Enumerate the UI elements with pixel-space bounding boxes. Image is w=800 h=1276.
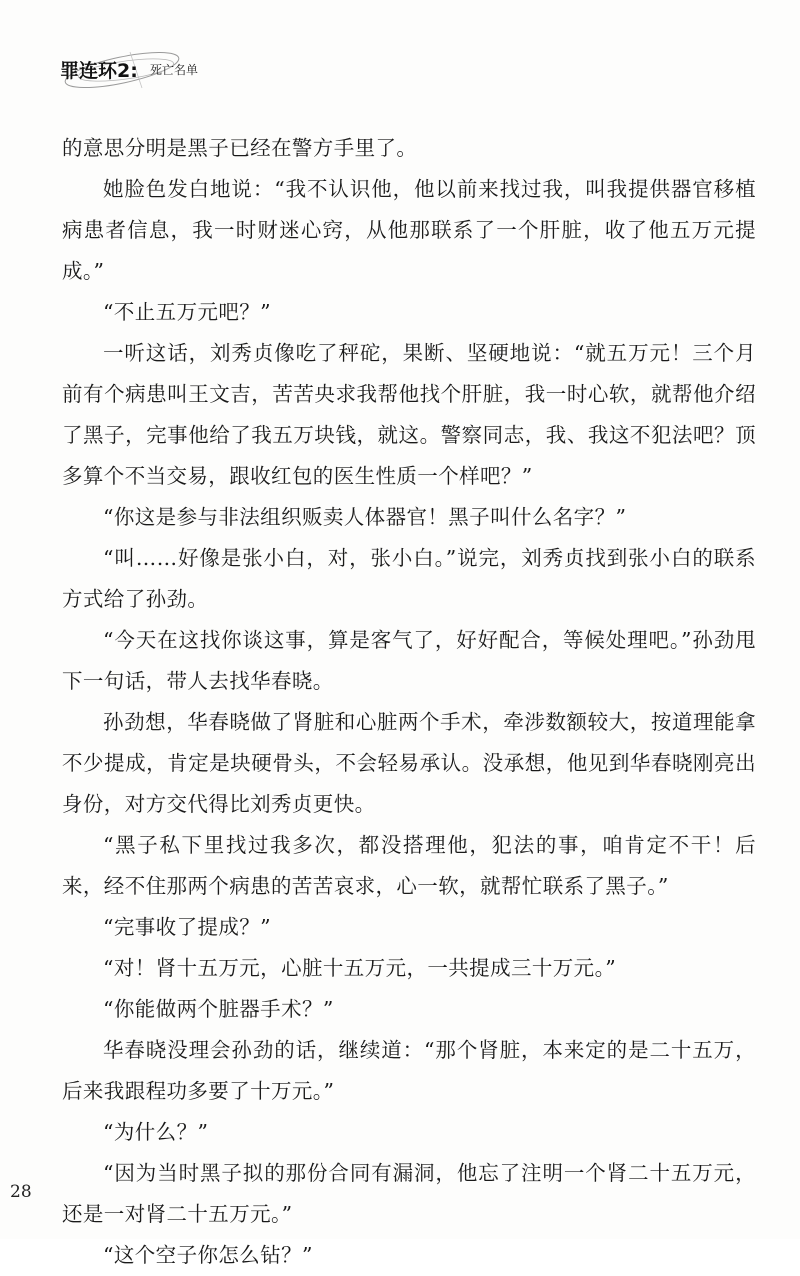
paragraph: “黑子私下里找过我多次，都没搭理他，犯法的事，咱肯定不干！后来，经不住那两个病患的苦苦哀求，心一软，就帮忙联系了黑子。” [62, 833, 756, 898]
paragraph: 孙劲想，华春晓做了肾脏和心脏两个手术，牵涉数额较大，按道理能拿不少提成，肯定是块硬骨头，不会轻易承认。没承想，他见到华春晓刚亮出身份，对方交代得比刘秀贞更快。 [62, 710, 756, 816]
series-title: 罪连环2: [60, 60, 138, 82]
paragraph: “叫……好像是张小白，对，张小白。”说完，刘秀贞找到张小白的联系方式给了孙劲。 [62, 546, 756, 611]
page-number: 28 [10, 1182, 32, 1202]
body-text [62, 128, 756, 1276]
paragraph: 一听这话，刘秀贞像吃了秤砣，果断、坚硬地说：“就五万元！三个月前有个病患叫王文吉，苦苦央求我帮他找个肝脏，我一时心软，就帮他介绍了黑子，完事他给了我五万块钱，就这。警察同志，我、我这不犯法吧？顶多算个不当交易，跟收红包的医生性质一个样吧？” [62, 341, 756, 488]
paragraph: “这个空子你怎么钻？” [103, 1243, 313, 1267]
paragraph: “你能做两个脏器手术？” [103, 997, 334, 1021]
paragraph: 她脸色发白地说：“我不认识他，他以前来找过我，叫我提供器官移植病患者信息，我一时财迷心窍，从他那联系了一个肝脏，收了他五万元提成。” [62, 177, 756, 283]
paragraph: “完事收了提成？” [103, 915, 272, 939]
paragraph: 的意思分明是黑子已经在警方手里了。 [62, 136, 418, 160]
running-header [60, 48, 320, 92]
paragraph: “不止五万元吧？” [103, 300, 272, 324]
paragraph: “为什么？” [103, 1120, 209, 1144]
paragraph: “因为当时黑子拟的那份合同有漏洞，他忘了注明一个肾二十五万元，还是一对肾二十五万元。” [62, 1161, 756, 1226]
book-subtitle: 死亡名单 [150, 63, 199, 77]
paragraph: 华春晓没理会孙劲的话，继续道：“那个肾脏，本来定的是二十五万，后来我跟程功多要了十万元。” [62, 1038, 756, 1103]
paragraph: “今天在这找你谈这事，算是客气了，好好配合，等候处理吧。”孙劲甩下一句话，带人去找华春晓。 [62, 628, 756, 693]
paragraph: “对！肾十五万元，心脏十五万元，一共提成三十万元。” [103, 956, 617, 980]
paragraph: “你这是参与非法组织贩卖人体器官！黑子叫什么名字？” [103, 505, 627, 529]
